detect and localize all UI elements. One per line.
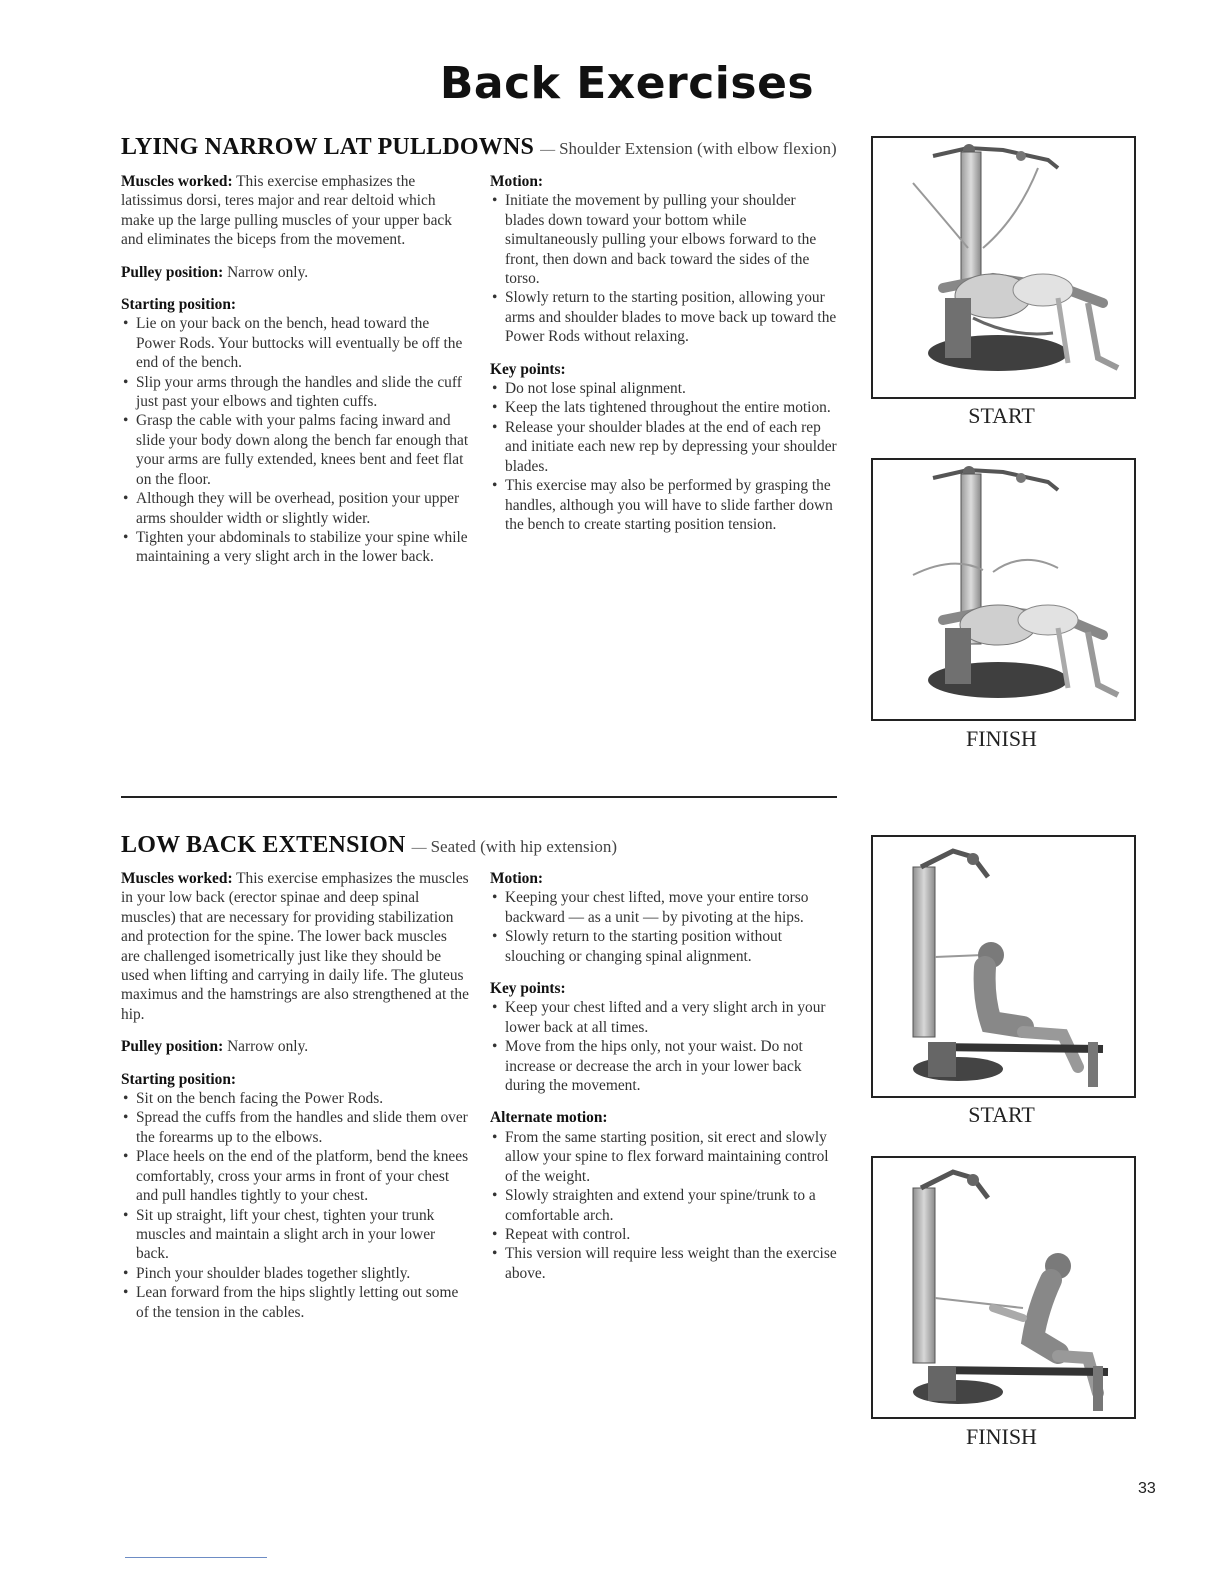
list-item: • Spread the cuffs from the handles and slide them over the forearms up to the elbows. (121, 1108, 469, 1147)
muscles-worked: Muscles worked: This exercise emphasizes the latissimus dorsi, teres major and rear deltoid which make up the large pulling muscles of your upper back and eliminates the biceps from the movement. (121, 173, 452, 249)
motion-label: Motion: (490, 870, 544, 887)
lat-pulldown-finish-caption: FINISH (966, 726, 1037, 751)
list-item: • Slowly return to the starting position without slouching or changing spinal alignment. (490, 927, 838, 966)
section-2-subtitle: Seated (with hip extension) (430, 837, 618, 856)
list-item: • Keep the lats tightened throughout the entire motion. (490, 398, 838, 417)
lat-pulldown-start-illustration (873, 138, 1134, 397)
section-divider (121, 796, 837, 798)
key-points-list (490, 379, 838, 534)
list-item: • Keeping your chest lifted, move your entire torso backward — as a unit — by pivoting at the hips. (490, 888, 838, 927)
key-points-label: Key points: (490, 980, 566, 998)
low-back-start-illustration (873, 837, 1134, 1096)
motion-label: Motion: (490, 173, 544, 190)
starting-position-label: Starting position: (121, 1070, 237, 1088)
list-item: • Move from the hips only, not your waist. Do not increase or decrease the arch in your lower back during the movement. (490, 1037, 838, 1095)
list-item: • Initiate the movement by pulling your shoulder blades down toward your bottom while simultaneously pulling your elbows forward to the front, then down and back toward the sides of the torso. (490, 191, 838, 288)
list-item: • Place heels on the end of the platform, bend the knees comfortably, cross your arms in front of your chest and pull handles tightly to your chest. (121, 1147, 469, 1205)
list-item: • Sit on the bench facing the Power Rods. (121, 1089, 469, 1108)
page-number: 33 (1138, 1480, 1156, 1497)
section-1-right-column (490, 172, 838, 534)
lat-pulldown-start-caption: START (968, 403, 1035, 428)
pulley-position: Pulley position: Narrow only. (121, 263, 309, 281)
list-item: • Lean forward from the hips slightly letting out some of the tension in the cables. (121, 1283, 469, 1322)
key-points-list (490, 998, 838, 1095)
low-back-finish-caption: FINISH (966, 1424, 1037, 1449)
alternate-motion-label: Alternate motion: (490, 1109, 608, 1127)
lat-pulldown-finish-photo (871, 458, 1136, 721)
low-back-start-photo (871, 835, 1136, 1098)
low-back-start-caption: START (968, 1102, 1035, 1127)
pulley-position: Pulley position: Narrow only. (121, 1038, 309, 1056)
list-item: • This version will require less weight than the exercise above. (490, 1244, 838, 1283)
starting-position-label: Starting position: (121, 296, 237, 314)
section-2-dash: — (411, 840, 427, 856)
motion-list (490, 888, 838, 966)
section-2-right-column (490, 869, 838, 1283)
starting-position-list (121, 1089, 469, 1322)
list-item: • Keep your chest lifted and a very slight arch in your lower back at all times. (490, 998, 838, 1037)
section-2-title: LOW BACK EXTENSION (121, 832, 406, 858)
lat-pulldown-start-photo (871, 136, 1136, 399)
list-item: • This exercise may also be performed by grasping the handles, although you will have to slide farther down the bench to create starting position tension. (490, 476, 838, 534)
list-item: • Although they will be overhead, position your upper arms shoulder width or slightly wider. (121, 489, 469, 528)
list-item: • Tighten your abdominals to stabilize your spine while maintaining a very slight arch in the lower back. (121, 528, 469, 567)
list-item: • Lie on your back on the bench, head toward the Power Rods. Your buttocks will eventually be off the end of the bench. (121, 314, 469, 372)
section-1-subtitle: Shoulder Extension (with elbow flexion) (559, 139, 837, 158)
list-item: • Slowly straighten and extend your spine/trunk to a comfortable arch. (490, 1186, 838, 1225)
list-item: • Grasp the cable with your palms facing inward and slide your body down along the bench far enough that your arms are fully extended, knees bent and feet flat on the floor. (121, 411, 469, 489)
footnote-rule (125, 1557, 267, 1558)
section-2-left-column (121, 869, 469, 1322)
starting-position-list (121, 314, 469, 566)
low-back-finish-illustration (873, 1158, 1134, 1417)
lat-pulldown-finish-illustration (873, 460, 1134, 719)
motion-list (490, 191, 838, 346)
list-item: • Repeat with control. (490, 1225, 838, 1244)
alternate-motion-list (490, 1128, 838, 1283)
list-item: • Do not lose spinal alignment. (490, 379, 838, 398)
list-item: • Sit up straight, lift your chest, tighten your trunk muscles and maintain a slight arch in your lower back. (121, 1206, 469, 1264)
section-1-title: LYING NARROW LAT PULLDOWNS (121, 134, 535, 160)
section-2-heading (121, 832, 617, 859)
page-title: Back Exercises (439, 58, 815, 109)
section-1-left-column (121, 172, 469, 567)
section-1-dash: — (540, 142, 556, 158)
list-item: • From the same starting position, sit erect and slowly allow your spine to flex forward maintaining control of the weight. (490, 1128, 838, 1186)
muscles-worked: Muscles worked: This exercise emphasizes the muscles in your low back (erector spinae and deep spinal muscles) that are necessary for providing stabilization and protection for the spine. The lower back muscles are challenged isometrically just like they should be used when lifting and carrying in daily life. The gluteus maximus and the hamstrings are also strengthened at the hip. (121, 870, 469, 1023)
key-points-label: Key points: (490, 360, 566, 378)
section-1-heading (121, 134, 837, 161)
low-back-finish-photo (871, 1156, 1136, 1419)
list-item: • Release your shoulder blades at the end of each rep and initiate each new rep by depressing your shoulder blades. (490, 418, 838, 476)
list-item: • Pinch your shoulder blades together slightly. (121, 1264, 469, 1283)
list-item: • Slip your arms through the handles and slide the cuff just past your elbows and tighten cuffs. (121, 373, 469, 412)
list-item: • Slowly return to the starting position, allowing your arms and shoulder blades to move back up toward the Power Rods without relaxing. (490, 288, 838, 346)
